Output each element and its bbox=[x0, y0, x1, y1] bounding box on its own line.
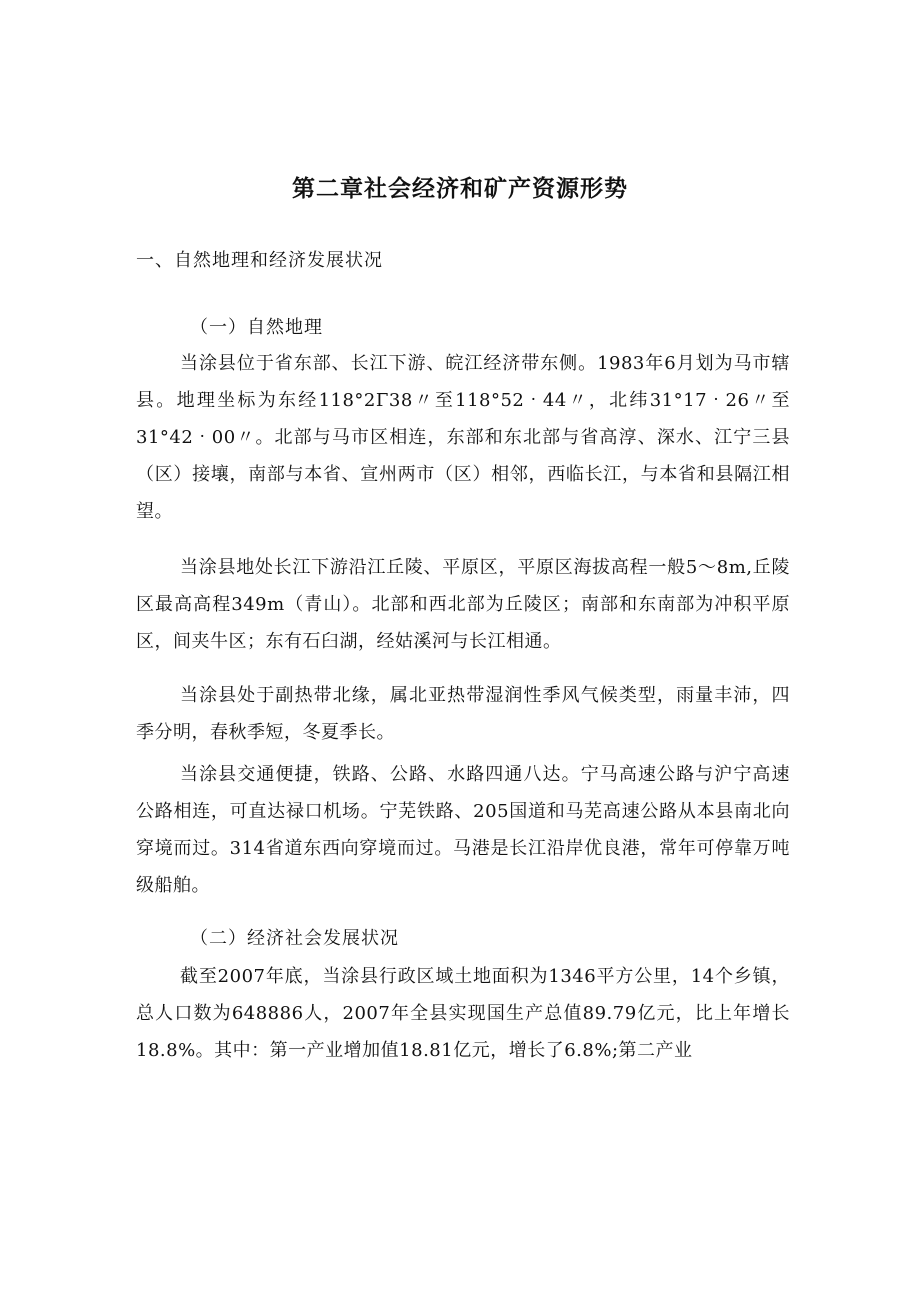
section-heading-natural-geography-economy: 一、自然地理和经济发展状况 bbox=[136, 250, 383, 271]
paragraph-terrain: 当涂县地处长江下游沿江丘陵、平原区，平原区海拔高程一般5～8m,丘陵区最高高程349m（青山）。北部和西北部为丘陵区；南部和东南部为冲积平原区，间夹牛区；东有石臼湖，经姑溪河与长江相通。 bbox=[136, 557, 790, 652]
chapter-title: 第二章社会经济和矿产资源形势 bbox=[292, 176, 628, 202]
subsection-heading-natural-geography: （一）自然地理 bbox=[190, 317, 323, 338]
paragraph-transport: 当涂县交通便捷，铁路、公路、水路四通八达。宁马高速公路与沪宁高速公路相连，可直达禄口机场。宁芜铁路、205国道和马芜高速公路从本县南北向穿境而过。314省道东西向穿境而过。马港是长江沿岸优良港，常年可停靠万吨级船舶。 bbox=[136, 764, 790, 896]
paragraph-location: 当涂县位于省东部、长江下游、皖江经济带东侧。1983年6月划为马市辖县。地理坐标为东经118°2Γ38〃至118°52‧44〃，北纬31°17‧26〃至31°42‧00〃。北部与马市区相连，东部和东北部与省高淳、深水、江宁三县（区）接壤，南部与本省、宣州两市（区）相邻，西临长江，与本省和县隔江相望。 bbox=[136, 353, 790, 522]
subsection-heading-economy: （二）经济社会发展状况 bbox=[190, 928, 399, 949]
paragraph-climate: 当涂县处于副热带北缘，属北亚热带湿润性季风气候类型，雨量丰沛，四季分明，春秋季短，冬夏季长。 bbox=[136, 685, 790, 743]
paragraph-economy-2007: 截至2007年底，当涂县行政区域土地面积为1346平方公里，14个乡镇，总人口数为648886人，2007年全县实现国生产总值89.79亿元，比上年增长18.8%。其中：第一产业增加值18.81亿元，增长了6.8%;第二产业 bbox=[136, 966, 790, 1061]
